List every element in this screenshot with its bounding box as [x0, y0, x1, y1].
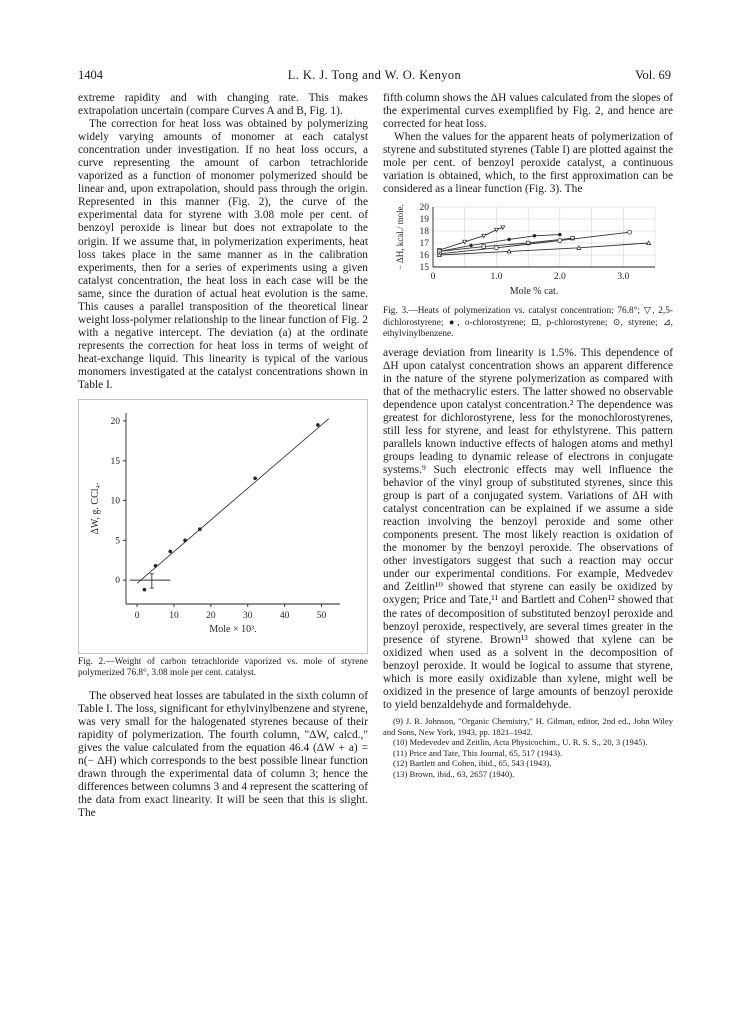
fig3-y-axis-label: − ΔH, kcal./ mole. [395, 204, 405, 271]
volume-number: Vol. 69 [635, 68, 671, 82]
fig2-x-tick-label: 20 [206, 611, 216, 622]
fig2-y-tick-label: 20 [110, 417, 120, 428]
fig2-y-axis-label: ΔW, g. CCl₄. [90, 482, 101, 535]
fig3-y-tick-label: 20 [419, 203, 429, 214]
fig3-x-tick-label: 2.0 [553, 272, 566, 283]
fig3-point [558, 239, 562, 243]
footnotes [383, 716, 673, 780]
fig3-point [577, 246, 581, 250]
fig3-point [482, 235, 486, 239]
fig2-y-tick-label: 0 [115, 576, 120, 587]
fig3-y-tick-label: 17 [419, 239, 429, 250]
footnote-9: (9) J. R. Johnson, "Organic Chemistry," H. Gilman, editor, 2nd ed., John Wiley and Sons, New York, 1943, pp. 1821–1942. [383, 715, 673, 737]
paragraph: The observed heat losses are tabulated in the sixth column of Table I. The loss, significant for ethylvinylbenzene and styrene, was very small for the halogenated styrenes because of their rapidity of polymerization. The fourth column, "ΔW, calcd.," gives the value calculated from the equation 46.4 (ΔW + a) = n(− ΔH) which corresponds to the best possible linear function drawn through the experimental data of column 3; hence the differences between columns 3 and 4 represent the scattering of the data from exact linearity. It will be seen that this is slight. The [78, 689, 368, 820]
fig3-plot [383, 203, 673, 303]
figure-2 [78, 399, 368, 680]
paragraph: When the values for the apparent heats of polymerization of styrene and substituted styrenes (Table I) are plotted against the mole per cent. of benzoyl peroxide catalyst, a continuous variation is obtained, which, to the first approximation can be considered as a linear function (Fig. 3). The [383, 131, 673, 196]
fig2-y-tick-label: 15 [110, 456, 120, 467]
figure-2-caption: Fig. 2.—Weight of carbon tetrachloride vaporized vs. mole of styrene polymerized 76.8°, 3.08 mole per cent. catalyst. [78, 657, 368, 679]
fig2-y-tick-label: 10 [110, 496, 120, 507]
fig3-point [533, 234, 536, 237]
fig2-data-point [143, 588, 147, 592]
fig2-x-tick-label: 10 [169, 611, 179, 622]
fig3-x-axis-label: Mole % cat. [509, 286, 559, 298]
figure-3 [383, 203, 673, 340]
fig3-y-tick-label: 18 [419, 227, 429, 238]
fig3-x-tick-label: 1.0 [490, 272, 503, 283]
fig2-x-tick-label: 40 [279, 611, 290, 622]
footnote-12: (12) Bartlett and Cohen, ibid., 65, 543 (1943). [393, 758, 552, 769]
fig3-point [482, 245, 486, 249]
running-title: L. K. J. Tong and W. O. Kenyon [287, 68, 462, 82]
fig2-x-axis-label: Mole × 10³. [209, 624, 257, 636]
fig2-x-tick-label: 0 [134, 611, 140, 622]
fig2-x-tick-label: 50 [316, 611, 327, 622]
right-column [383, 92, 673, 779]
running-header [78, 68, 671, 86]
paragraph: extreme rapidity and with changing rate. This makes extrapolation uncertain (compare Curves A and B, Fig. 1). [78, 92, 368, 118]
fig3-point [494, 229, 498, 233]
fig2-data-point [168, 550, 172, 554]
fig2-y-tick-label: 5 [115, 536, 120, 547]
fig3-y-tick-label: 19 [419, 215, 429, 226]
figure-3-caption: Fig. 3.—Heats of polymerization vs. catalyst concentration; 76.8°; ▽, 2,5-dichlorostyrene; ●, o-chlorostyrene; ⊡, p-chlorostyrene; ⊙, styrene; ⊿, ethylvinylbenzene. [383, 306, 673, 340]
page-number: 1404 [78, 68, 103, 82]
fig2-plot [78, 399, 368, 654]
paragraph: fifth column shows the ΔH values calculated from the slopes of the experimental curves exemplified by Fig. 2, and hence are corrected for heat loss. [383, 92, 673, 131]
fig3-point [463, 241, 467, 245]
fig2-x-tick-label: 30 [243, 611, 253, 622]
fig3-x-tick-label: 3.0 [617, 272, 630, 283]
footnote-10: (10) Medevedev and Zeitlin, Acta Physicochim., U. R. S. S., 20, 3 (1945). [393, 737, 648, 748]
fig2-data-point [154, 564, 158, 568]
fig3-point [469, 244, 472, 247]
fig3-point [507, 238, 510, 241]
left-column [78, 92, 368, 820]
footnote-11: (11) Price and Tate, This Journal, 65, 517 (1943). [393, 747, 563, 758]
fig3-y-tick-label: 15 [419, 263, 429, 274]
fig3-point [647, 241, 651, 245]
fig3-point [628, 231, 632, 235]
fig3-point [501, 226, 505, 230]
fig3-x-tick-label: 0 [430, 272, 436, 283]
fig3-y-tick-label: 16 [419, 251, 429, 262]
fig2-data-point [183, 539, 187, 543]
fig2-data-point [253, 477, 257, 481]
fig3-point [494, 246, 498, 250]
fig2-fit-line [137, 419, 329, 584]
fig2-data-point [316, 423, 320, 427]
fig3-point [507, 250, 511, 254]
paragraph: The correction for heat loss was obtained by polymerizing widely varying amounts of monomer at each catalyst concentration under investigation. If no heat loss occurs, a curve representing the amount of carbon tetrachloride vaporized as a function of monomer polymerized should be linear and, upon extrapolation, should pass through the origin. Represented in this manner (Fig. 2), the curve of the experimental data for styrene with 3.08 mole per cent. of benzoyl peroxide is linear but does not extrapolate to the origin. If we assume that, in polymerization experiments, heat loss takes place in the same manner as in the calibration experiments, then for a series of experiments using a given catalyst concentration, the heat loss in each case will be the same, since the duration of actual heat evolution is the same. This causes a parallel transposition of the theoretical linear weight loss-polymer relationship to the linear function of Fig. 2 with a negative intercept. The deviation (a) at the ordinate represents the correction for heat loss in terms of weight of heat-exchange liquid. This linearity is typical of the various monomers investigated at the catalyst concentrations shown in Table I. [78, 118, 368, 392]
fig3-point [558, 233, 561, 236]
fig2-data-point [198, 527, 202, 531]
footnote-13: (13) Brown, ibid., 63, 2657 (1940). [393, 768, 515, 779]
paragraph: average deviation from linearity is 1.5%. This dependence of ΔH upon catalyst concentration shows an apparent difference in the nature of the styrene polymerization as compared with that of the methacrylic esters. The latter showed no observable dependence upon catalyst concentration.² The dependence was greatest for dichlorostyrene, less for the monochlorostyrenes, still less for styrene, and least for ethylstyrene. This pattern parallels known inductive effects of halogen atoms and methyl groups leading to dynamic release of electrons in conjugate systems.⁹ Such electronic effects may well influence the behavior of the vinyl group of substituted styrenes, since this group is part of a conjugated system. Variations of ΔH with catalyst concentration can be explained if we assume a side reaction involving the benzoyl peroxide and some other components present. The most likely reaction is oxidation of the monomer by the benzoyl peroxide. The observations of other investigators suggest that such a reaction may occur under our experimental conditions. For example, Medvedev and Zeitlin¹⁰ showed that styrene can easily be oxidized by oxygen; Price and Tate,¹¹ and Bartlett and Cohen¹² showed that the rates of decomposition of substituted benzoyl peroxide and benzoyl peroxide, respectively, are several times greater in the presence of styrene. Brown¹³ showed that xylene can be oxidized when used as a solvent in the decomposition of benzoyl peroxide. It would be logical to assume that styrene, which is more easily oxidizable than xylene, might well be oxidized in the presence of large amounts of benzoyl peroxide to yield benzaldehyde and formaldehyde. [383, 346, 673, 711]
